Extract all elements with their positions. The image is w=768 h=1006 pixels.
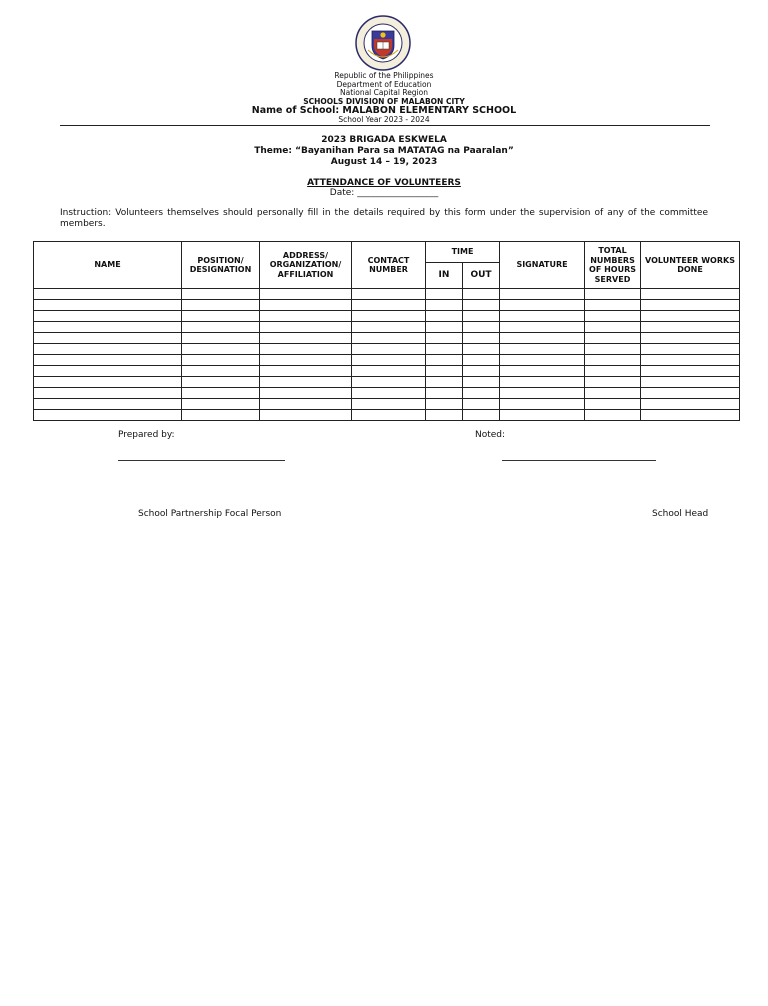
- header-contact: CONTACT NUMBER: [352, 242, 426, 289]
- table-row: [34, 355, 740, 366]
- header-time: TIME: [426, 242, 500, 263]
- cell-time-in[interactable]: [426, 311, 463, 322]
- cell-contact[interactable]: [352, 388, 426, 399]
- cell-address[interactable]: [260, 366, 352, 377]
- cell-time-in[interactable]: [426, 399, 463, 410]
- cell-name[interactable]: [34, 344, 182, 355]
- cell-position[interactable]: [182, 355, 260, 366]
- noted-label: Noted:: [475, 430, 506, 440]
- attendance-table: [33, 241, 740, 421]
- cell-contact[interactable]: [352, 410, 426, 421]
- table-row: [34, 300, 740, 311]
- noted-signature-line[interactable]: [502, 460, 656, 461]
- cell-signature[interactable]: [500, 388, 585, 399]
- cell-position[interactable]: [182, 410, 260, 421]
- cell-time-in[interactable]: [426, 410, 463, 421]
- cell-signature[interactable]: [500, 377, 585, 388]
- cell-time-in[interactable]: [426, 289, 463, 300]
- cell-hours[interactable]: [585, 289, 641, 300]
- table-row: [34, 366, 740, 377]
- form-heading: ATTENDANCE OF VOLUNTEERS: [307, 178, 461, 188]
- cell-position[interactable]: [182, 289, 260, 300]
- cell-name[interactable]: [34, 300, 182, 311]
- cell-time-in[interactable]: [426, 300, 463, 311]
- cell-time-out[interactable]: [463, 410, 500, 421]
- table-row: [34, 377, 740, 388]
- school-name: Name of School: MALABON ELEMENTARY SCHOOL: [251, 105, 517, 116]
- school-year: School Year 2023 - 2024: [338, 115, 430, 124]
- date-field[interactable]: Date: __________________: [329, 188, 439, 198]
- cell-name[interactable]: [34, 322, 182, 333]
- cell-time-out[interactable]: [463, 355, 500, 366]
- cell-works[interactable]: [641, 410, 740, 421]
- header-address: ADDRESS/ ORGANIZATION/ AFFILIATION: [260, 242, 352, 289]
- header-position: POSITION/ DESIGNATION: [182, 242, 260, 289]
- cell-time-out[interactable]: [463, 366, 500, 377]
- cell-works[interactable]: [641, 333, 740, 344]
- cell-time-out[interactable]: [463, 377, 500, 388]
- event-theme: Theme: “Bayanihan Para sa MATATAG na Paaralan”: [254, 146, 514, 156]
- cell-signature[interactable]: [500, 289, 585, 300]
- cell-time-out[interactable]: [463, 333, 500, 344]
- cell-contact[interactable]: [352, 311, 426, 322]
- header-time-in: IN: [426, 263, 463, 289]
- cell-hours[interactable]: [585, 322, 641, 333]
- cell-hours[interactable]: [585, 333, 641, 344]
- cell-contact[interactable]: [352, 289, 426, 300]
- cell-position[interactable]: [182, 333, 260, 344]
- cell-works[interactable]: [641, 300, 740, 311]
- header-time-out: OUT: [463, 263, 500, 289]
- cell-signature[interactable]: [500, 300, 585, 311]
- header-works: VOLUNTEER WORKS DONE: [641, 242, 740, 289]
- cell-contact[interactable]: [352, 344, 426, 355]
- cell-name[interactable]: [34, 399, 182, 410]
- cell-signature[interactable]: [500, 366, 585, 377]
- cell-position[interactable]: [182, 388, 260, 399]
- cell-address[interactable]: [260, 355, 352, 366]
- cell-signature[interactable]: [500, 311, 585, 322]
- cell-name[interactable]: [34, 388, 182, 399]
- event-dates: August 14 – 19, 2023: [330, 157, 438, 167]
- cell-hours[interactable]: [585, 355, 641, 366]
- cell-time-in[interactable]: [426, 366, 463, 377]
- prepared-by-label: Prepared by:: [118, 430, 175, 440]
- table-row: [34, 289, 740, 300]
- cell-contact[interactable]: [352, 399, 426, 410]
- cell-hours[interactable]: [585, 311, 641, 322]
- cell-name[interactable]: [34, 410, 182, 421]
- cell-signature[interactable]: [500, 333, 585, 344]
- cell-hours[interactable]: [585, 410, 641, 421]
- cell-position[interactable]: [182, 366, 260, 377]
- cell-time-in[interactable]: [426, 377, 463, 388]
- cell-hours[interactable]: [585, 344, 641, 355]
- cell-address[interactable]: [260, 410, 352, 421]
- header-signature: SIGNATURE: [500, 242, 585, 289]
- cell-time-in[interactable]: [426, 344, 463, 355]
- table-row: [34, 322, 740, 333]
- cell-position[interactable]: [182, 322, 260, 333]
- cell-works[interactable]: [641, 399, 740, 410]
- cell-works[interactable]: [641, 289, 740, 300]
- cell-signature[interactable]: [500, 322, 585, 333]
- cell-hours[interactable]: [585, 388, 641, 399]
- cell-position[interactable]: [182, 377, 260, 388]
- cell-position[interactable]: [182, 311, 260, 322]
- cell-address[interactable]: [260, 322, 352, 333]
- cell-time-out[interactable]: [463, 399, 500, 410]
- cell-name[interactable]: [34, 377, 182, 388]
- cell-works[interactable]: [641, 311, 740, 322]
- prepared-signature-line[interactable]: [118, 460, 285, 461]
- table-row: [34, 388, 740, 399]
- deped-seal-icon: [352, 14, 414, 72]
- cell-name[interactable]: [34, 289, 182, 300]
- cell-position[interactable]: [182, 300, 260, 311]
- cell-signature[interactable]: [500, 355, 585, 366]
- prepared-role: School Partnership Focal Person: [138, 509, 282, 519]
- cell-hours[interactable]: [585, 399, 641, 410]
- cell-time-in[interactable]: [426, 355, 463, 366]
- cell-name[interactable]: [34, 311, 182, 322]
- instruction-text: Instruction: Volunteers themselves should personally fill in the details required by this form under the supervision of any of the committee members.: [60, 208, 708, 229]
- cell-address[interactable]: [260, 388, 352, 399]
- cell-address[interactable]: [260, 289, 352, 300]
- cell-contact[interactable]: [352, 355, 426, 366]
- noted-role: School Head: [652, 509, 709, 519]
- cell-position[interactable]: [182, 399, 260, 410]
- cell-address[interactable]: [260, 333, 352, 344]
- table-row: [34, 311, 740, 322]
- cell-works[interactable]: [641, 322, 740, 333]
- cell-contact[interactable]: [352, 333, 426, 344]
- cell-works[interactable]: [641, 388, 740, 399]
- cell-time-out[interactable]: [463, 322, 500, 333]
- cell-works[interactable]: [641, 366, 740, 377]
- cell-contact[interactable]: [352, 377, 426, 388]
- cell-address[interactable]: [260, 300, 352, 311]
- department-line: Department of Education: [336, 80, 432, 89]
- region-line: National Capital Region: [340, 88, 428, 97]
- cell-name[interactable]: [34, 333, 182, 344]
- event-title: 2023 BRIGADA ESKWELA: [321, 135, 447, 145]
- cell-signature[interactable]: [500, 399, 585, 410]
- header-hours: TOTAL NUMBERS OF HOURS SERVED: [585, 242, 641, 289]
- table-row: [34, 333, 740, 344]
- cell-address[interactable]: [260, 311, 352, 322]
- republic-line: Republic of the Philippines: [334, 71, 434, 80]
- cell-address[interactable]: [260, 377, 352, 388]
- header-name: NAME: [34, 242, 182, 289]
- cell-contact[interactable]: [352, 300, 426, 311]
- table-row: [34, 344, 740, 355]
- table-body: [34, 289, 740, 421]
- table-row: [34, 410, 740, 421]
- cell-address[interactable]: [260, 344, 352, 355]
- cell-contact[interactable]: [352, 366, 426, 377]
- cell-position[interactable]: [182, 344, 260, 355]
- cell-hours[interactable]: [585, 366, 641, 377]
- cell-works[interactable]: [641, 355, 740, 366]
- cell-name[interactable]: [34, 355, 182, 366]
- cell-time-out[interactable]: [463, 289, 500, 300]
- header-divider: [60, 125, 710, 126]
- cell-time-in[interactable]: [426, 322, 463, 333]
- table-row: [34, 399, 740, 410]
- cell-time-out[interactable]: [463, 311, 500, 322]
- cell-name[interactable]: [34, 366, 182, 377]
- cell-address[interactable]: [260, 399, 352, 410]
- cell-time-in[interactable]: [426, 333, 463, 344]
- cell-signature[interactable]: [500, 344, 585, 355]
- cell-time-out[interactable]: [463, 300, 500, 311]
- cell-time-in[interactable]: [426, 388, 463, 399]
- cell-works[interactable]: [641, 377, 740, 388]
- cell-signature[interactable]: [500, 410, 585, 421]
- cell-contact[interactable]: [352, 322, 426, 333]
- cell-time-out[interactable]: [463, 344, 500, 355]
- cell-works[interactable]: [641, 344, 740, 355]
- cell-hours[interactable]: [585, 300, 641, 311]
- cell-hours[interactable]: [585, 377, 641, 388]
- division-line: SCHOOLS DIVISION OF MALABON CITY: [303, 97, 465, 106]
- cell-time-out[interactable]: [463, 388, 500, 399]
